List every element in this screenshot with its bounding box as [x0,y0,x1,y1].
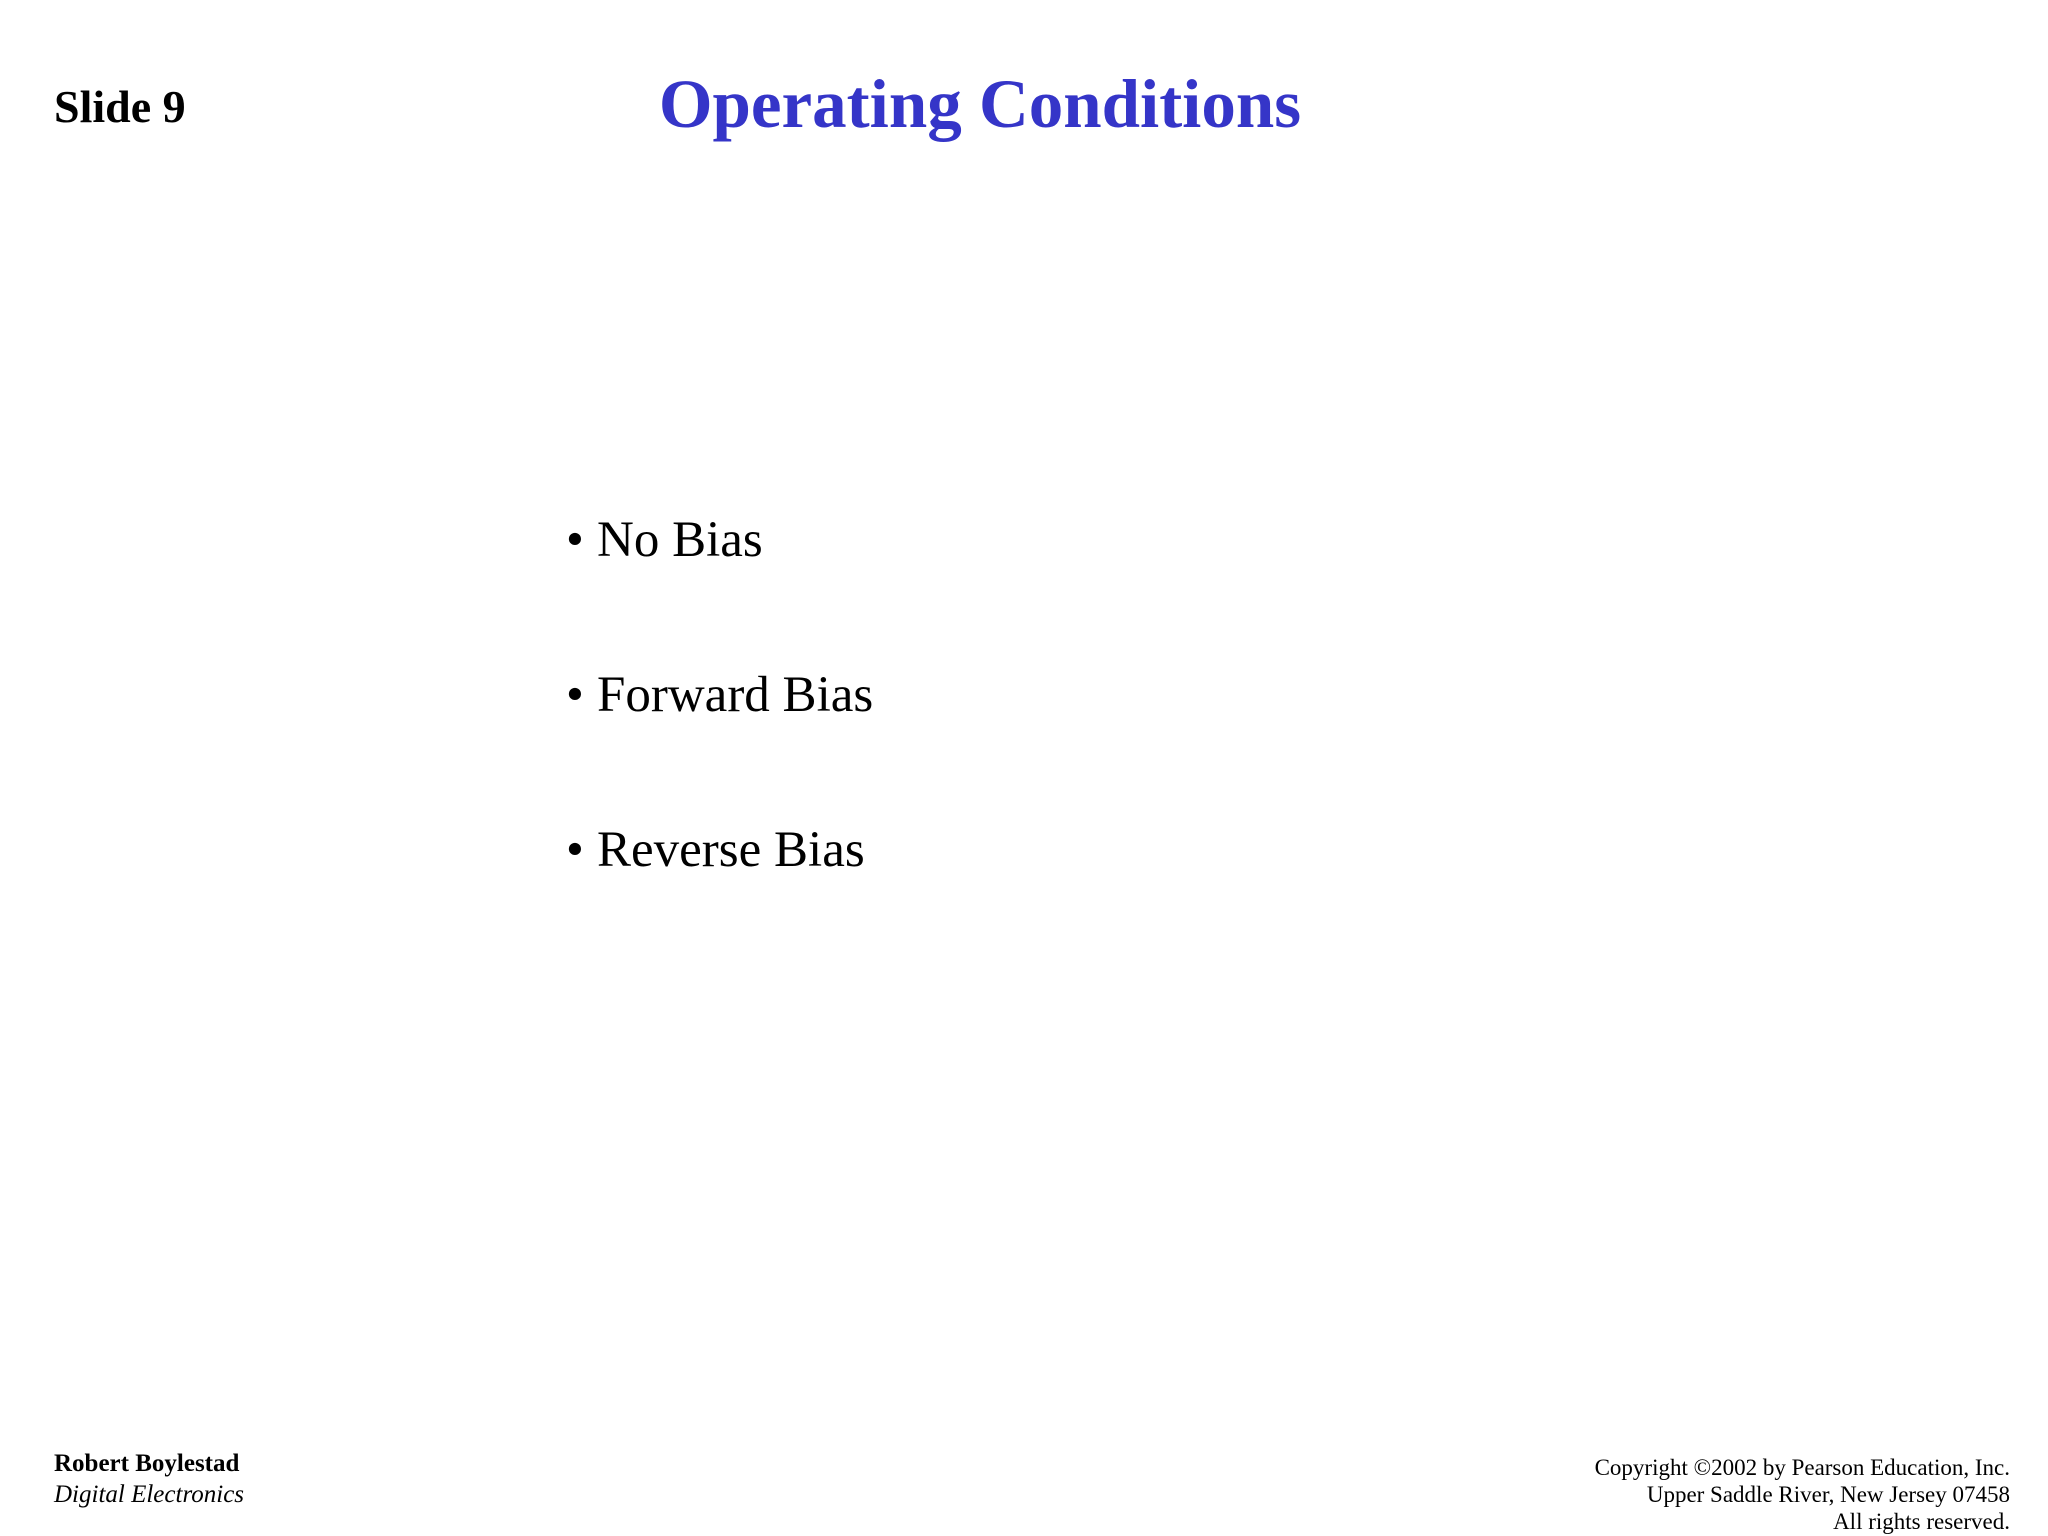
bullet-text: Reverse Bias [597,822,865,878]
rights-line: All rights reserved. [1833,1509,2010,1534]
bullet-item-no-bias [566,510,873,665]
footer-book-title: Digital Electronics [54,1481,245,1508]
bullet-list [566,510,873,975]
bullet-icon: • [566,667,584,723]
publisher-address-line: Upper Saddle River, New Jersey 07458 [1646,1482,2010,1507]
bullet-item-forward-bias [566,665,873,820]
bullet-icon: • [566,822,584,878]
bullet-icon: • [566,512,584,568]
footer-author-block [54,1448,244,1510]
page-title: Operating Conditions [658,66,1302,142]
footer-copyright-block [1595,1454,2010,1535]
footer-author: Robert Boylestad [54,1450,240,1477]
bullet-text: Forward Bias [597,667,874,723]
bullet-text: No Bias [597,512,763,568]
slide-number: Slide 9 [54,81,186,132]
bullet-item-reverse-bias [566,820,873,975]
copyright-line: Copyright ©2002 by Pearson Education, Inc. [1594,1455,2010,1480]
